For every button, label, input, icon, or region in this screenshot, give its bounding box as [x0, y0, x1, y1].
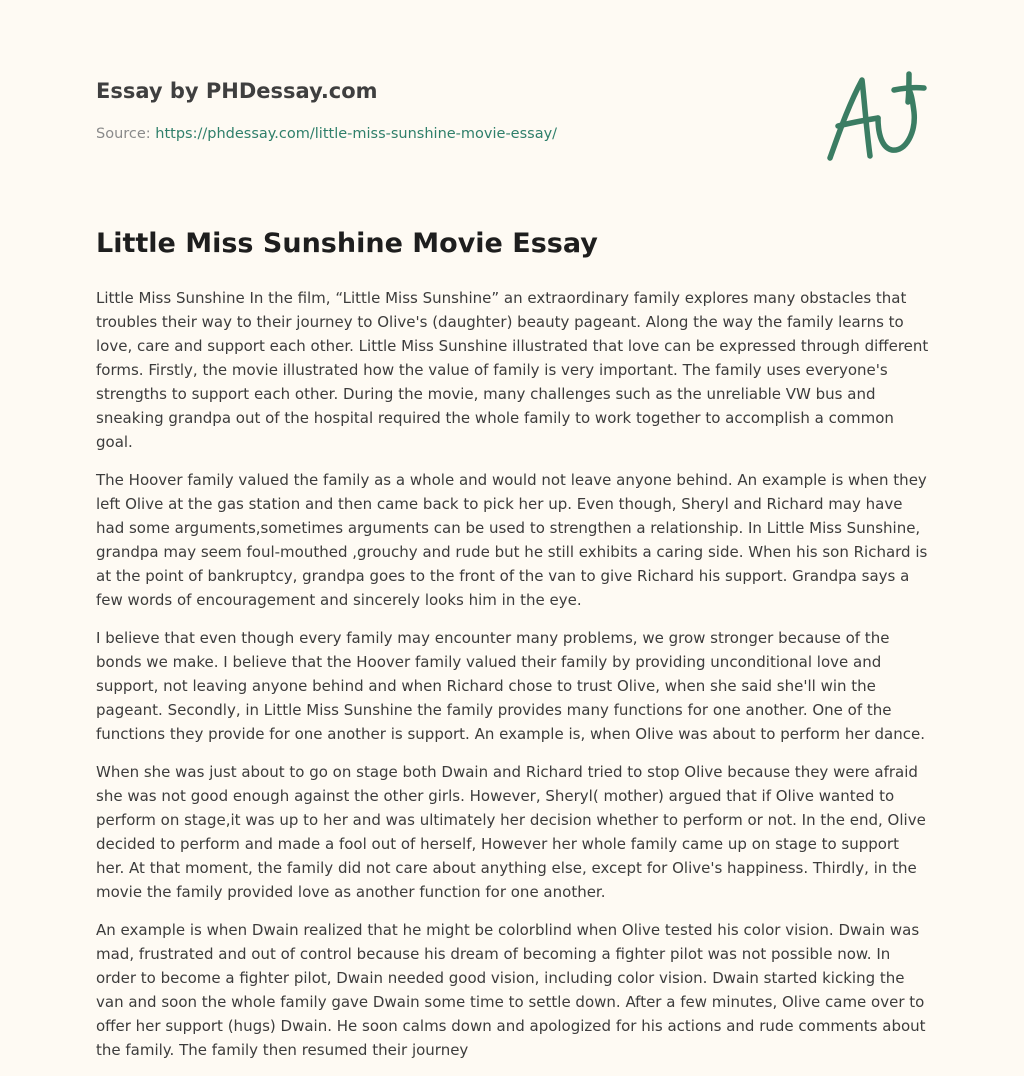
essay-paragraph: When she was just about to go on stage both Dwain and Richard tried to stop Olive because they were afraid she was not good enough against the other girls. However, Sheryl( mother) argued that if Olive wanted to perform on stage,it was up to her and was ultimately her decision whether to perform or not. In the end, Olive decided to perform and made a fool out of herself, However her whole family came up on stage to support her. At that moment, the family did not care about anything else, except for Olive's happiness. Thirdly, in the movie the family provided love as another function for one another. — [96, 763, 926, 901]
essay-paragraph: An example is when Dwain realized that he might be colorblind when Olive tested his color vision. Dwain was mad, frustrated and out of control because his dream of becoming a fighter pilot was not possible now. In order to become a fighter pilot, Dwain needed good vision, including color vision. Dwain started kicking the van and soon the whole family gave Dwain some time to settle down. After a few minutes, Olive came over to offer her support (hugs) Dwain. He soon calms down and apologized for his actions and rude comments about the family. The family then resumed their journey — [96, 921, 926, 1059]
source-line — [96, 124, 557, 144]
site-brand: Essay by PHDessay.com — [96, 79, 378, 103]
source-link[interactable]: https://phdessay.com/little-miss-sunshine-movie-essay/ — [155, 126, 558, 142]
essay-paragraph: The Hoover family valued the family as a whole and would not leave anyone behind. An example is when they left Olive at the gas station and then came back to pick her up. Even though, Sheryl and Richard may have had some arguments,sometimes arguments can be used to strengthen a relationship. In Little Miss Sunshine, grandpa may seem foul-mouthed ,grouchy and rude but he still exhibits a caring side. When his son Richard is at the point of bankruptcy, grandpa goes to the front of the van to give Richard his support. Grandpa says a few words of encouragement and sincerely looks him in the eye. — [96, 471, 928, 609]
essay-paragraph: Little Miss Sunshine In the film, “Little Miss Sunshine” an extraordinary family explores many obstacles that troubles their way to their journey to Olive's (daughter) beauty pageant. Along the way the family learns to love, care and support each other. Little Miss Sunshine illustrated that love can be expressed through different forms. Firstly, the movie illustrated how the value of family is very important. The family uses everyone's strengths to support each other. During the movie, many challenges such as the unreliable VW bus and sneaking grandpa out of the hospital required the whole family to work together to accomplish a common goal. — [96, 289, 929, 451]
essay-title: Little Miss Sunshine Movie Essay — [96, 228, 598, 259]
source-label: Source: — [96, 126, 151, 142]
essay-paragraph: I believe that even though every family may encounter many problems, we grow stronger because of the bonds we make. I believe that the Hoover family valued their family by providing unconditional love and support, not leaving anyone behind and when Richard chose to trust Olive, when she said she'll win the pageant. Secondly, in Little Miss Sunshine the family provides many functions for one another. One of the functions they provide for one another is support. An example is, when Olive was about to perform her dance. — [96, 629, 925, 743]
a-plus-grade-icon — [820, 66, 930, 166]
essay-body — [96, 286, 930, 1076]
